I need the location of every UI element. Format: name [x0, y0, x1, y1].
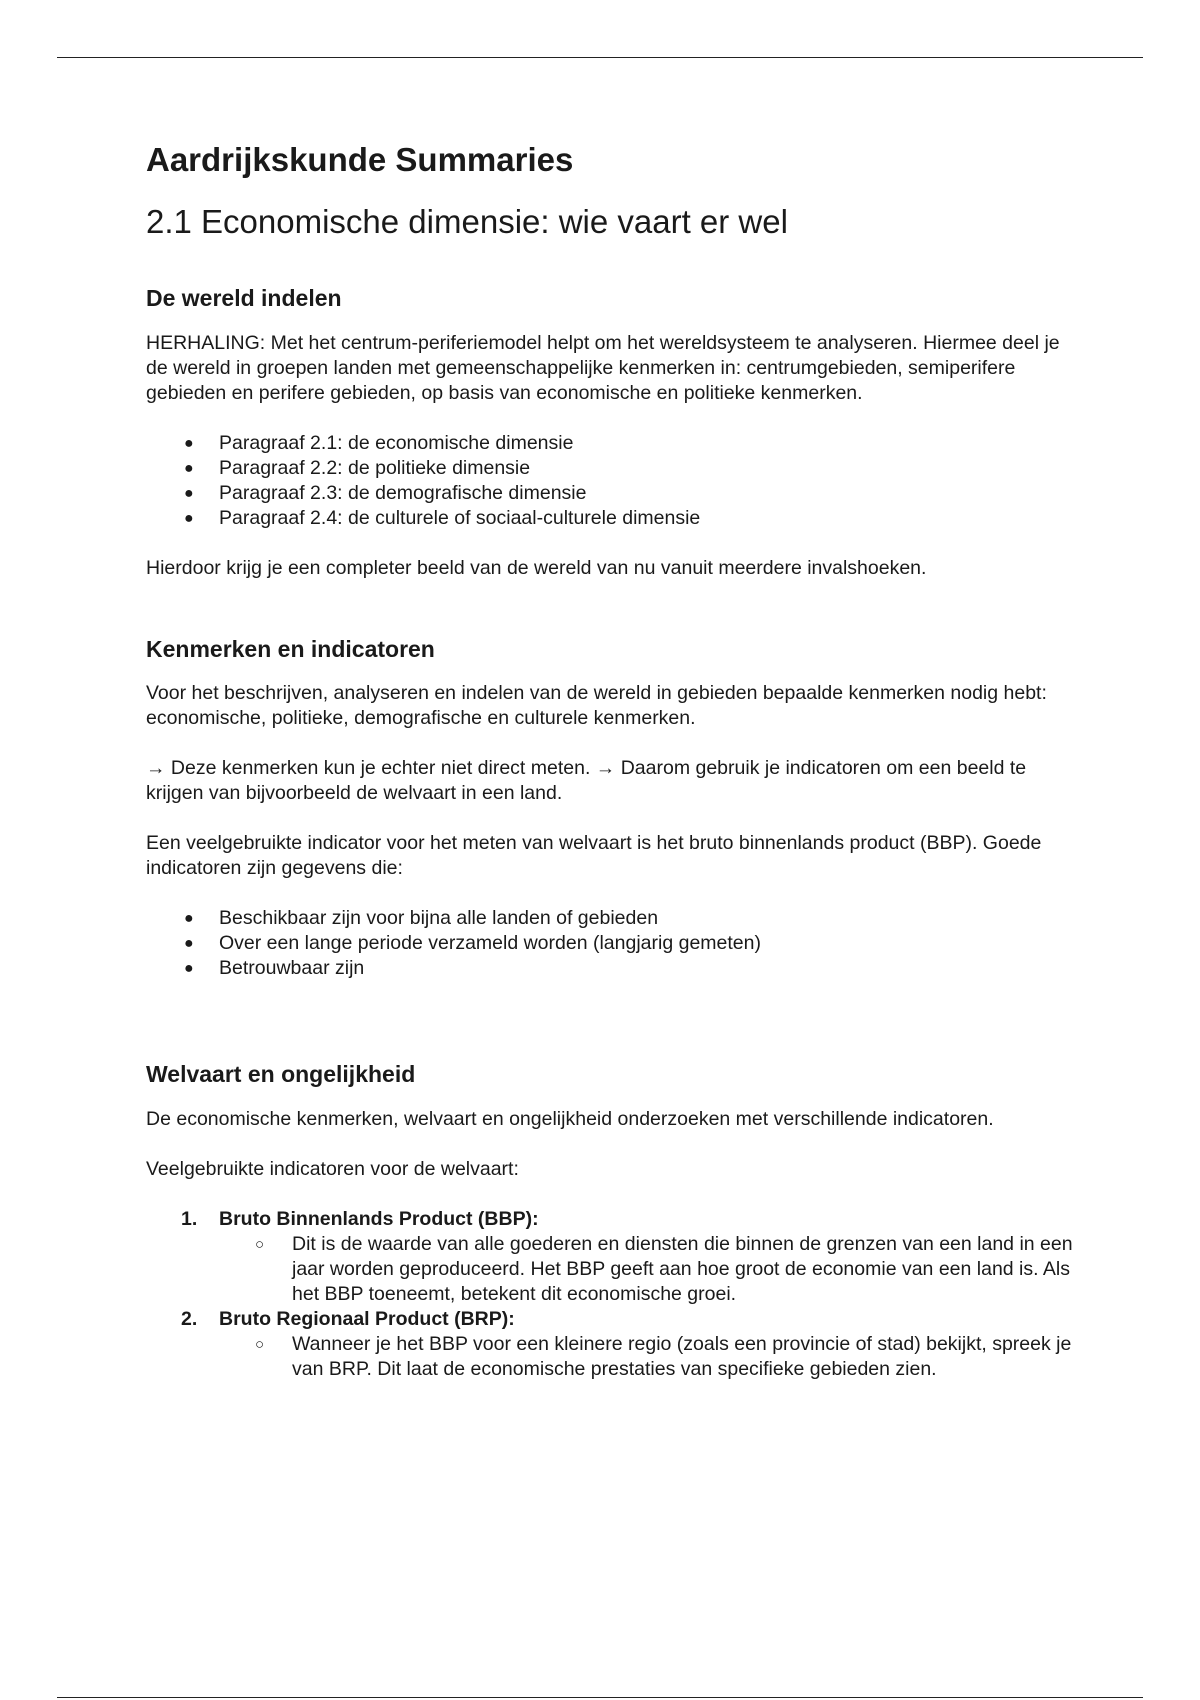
heading-de-wereld-indelen: De wereld indelen	[146, 285, 342, 312]
paragraph-indicatoren: → Deze kenmerken kun je echter niet direct meten. → Daarom gebruik je indicatoren om een beeld te krijgen van bijvoorbeeld de welvaart in een land.	[146, 757, 1027, 805]
bullet-icon: ●	[184, 434, 194, 452]
list-item: ● Paragraaf 2.3: de demografische dimensie	[184, 481, 587, 504]
footer-rule	[57, 1697, 1143, 1698]
paragraph-bbp: Een veelgebruikte indicator voor het meten van welvaart is het bruto binnenlands product (BBP). Goede indicatoren zijn gegevens die:	[146, 832, 1042, 880]
heading-welvaart-en-ongelijkheid: Welvaart en ongelijkheid	[146, 1061, 416, 1088]
paragraaf-list	[146, 431, 1076, 531]
list-item: ● Paragraaf 2.2: de politieke dimensie	[184, 456, 531, 479]
paragraph-kenmerken: Voor het beschrijven, analyseren en indelen van de wereld in gebieden bepaalde kenmerken nodig hebt: economische, politieke, demografische en culturele kenmerken.	[146, 682, 1047, 730]
list-number: 1.	[181, 1207, 198, 1230]
document-page	[146, 140, 1076, 1382]
bullet-icon: ●	[184, 910, 194, 928]
document-title: Aardrijkskunde Summaries	[146, 141, 574, 178]
paragraph-herhaling: HERHALING: Met het centrum-periferiemodel helpt om het wereldsysteem te analyseren. Hiermee deel je de wereld in groepen landen met gemeenschappelijke kenmerken in: centrumgebieden, semiperifere gebieden en perifere gebieden, op basis van economische en politieke kenmerken.	[146, 331, 1060, 404]
list-item: ● Paragraaf 2.4: de culturele of sociaal-culturele dimensie	[184, 506, 701, 529]
sub-list-item: ○ Wanneer je het BBP voor een kleinere regio (zoals een provincie of stad) bekijkt, spreek je van BRP. Dit laat de economische prestaties van specifieke gebieden zien.	[255, 1332, 1072, 1380]
header-rule	[57, 57, 1143, 58]
list-item: ● Over een lange periode verzameld worden (langjarig gemeten)	[184, 932, 761, 955]
list-number: 2.	[181, 1307, 198, 1330]
bullet-icon: ●	[184, 484, 194, 502]
bullet-icon: ●	[184, 935, 194, 953]
paragraph-completer-beeld: Hierdoor krijg je een completer beeld van de wereld van nu vanuit meerdere invalshoeken.	[146, 556, 927, 579]
section-subtitle: 2.1 Economische dimensie: wie vaart er wel	[146, 202, 788, 240]
welvaart-indicator-list	[146, 1207, 1076, 1382]
list-item: ● Paragraaf 2.1: de economische dimensie	[184, 431, 574, 454]
list-item: ● Betrouwbaar zijn	[184, 957, 365, 980]
circle-bullet-icon: ○	[255, 1235, 265, 1253]
indicator-term: Bruto Binnenlands Product (BBP):	[219, 1207, 539, 1230]
paragraph-economische-kenmerken: De economische kenmerken, welvaart en ongelijkheid onderzoeken met verschillende indicatoren.	[146, 1107, 994, 1130]
list-item: ● Beschikbaar zijn voor bijna alle landen of gebieden	[184, 907, 659, 930]
sub-list-item: ○ Dit is de waarde van alle goederen en diensten die binnen de grenzen van een land in een jaar worden geproduceerd. Het BBP geeft aan hoe groot de economie van een land is. Als het BBP toeneemt, betekent dit economische groei.	[255, 1232, 1073, 1305]
bullet-icon: ●	[184, 459, 194, 477]
indicator-criteria-list	[146, 906, 1076, 981]
list-item	[146, 1207, 1076, 1307]
circle-bullet-icon: ○	[255, 1335, 265, 1353]
bullet-icon: ●	[184, 509, 194, 527]
paragraph-veelgebruikte-indicatoren: Veelgebruikte indicatoren voor de welvaart:	[146, 1157, 519, 1180]
list-item	[146, 1307, 1076, 1382]
indicator-term: Bruto Regionaal Product (BRP):	[219, 1307, 515, 1330]
heading-kenmerken-en-indicatoren: Kenmerken en indicatoren	[146, 635, 435, 662]
bullet-icon: ●	[184, 960, 194, 978]
